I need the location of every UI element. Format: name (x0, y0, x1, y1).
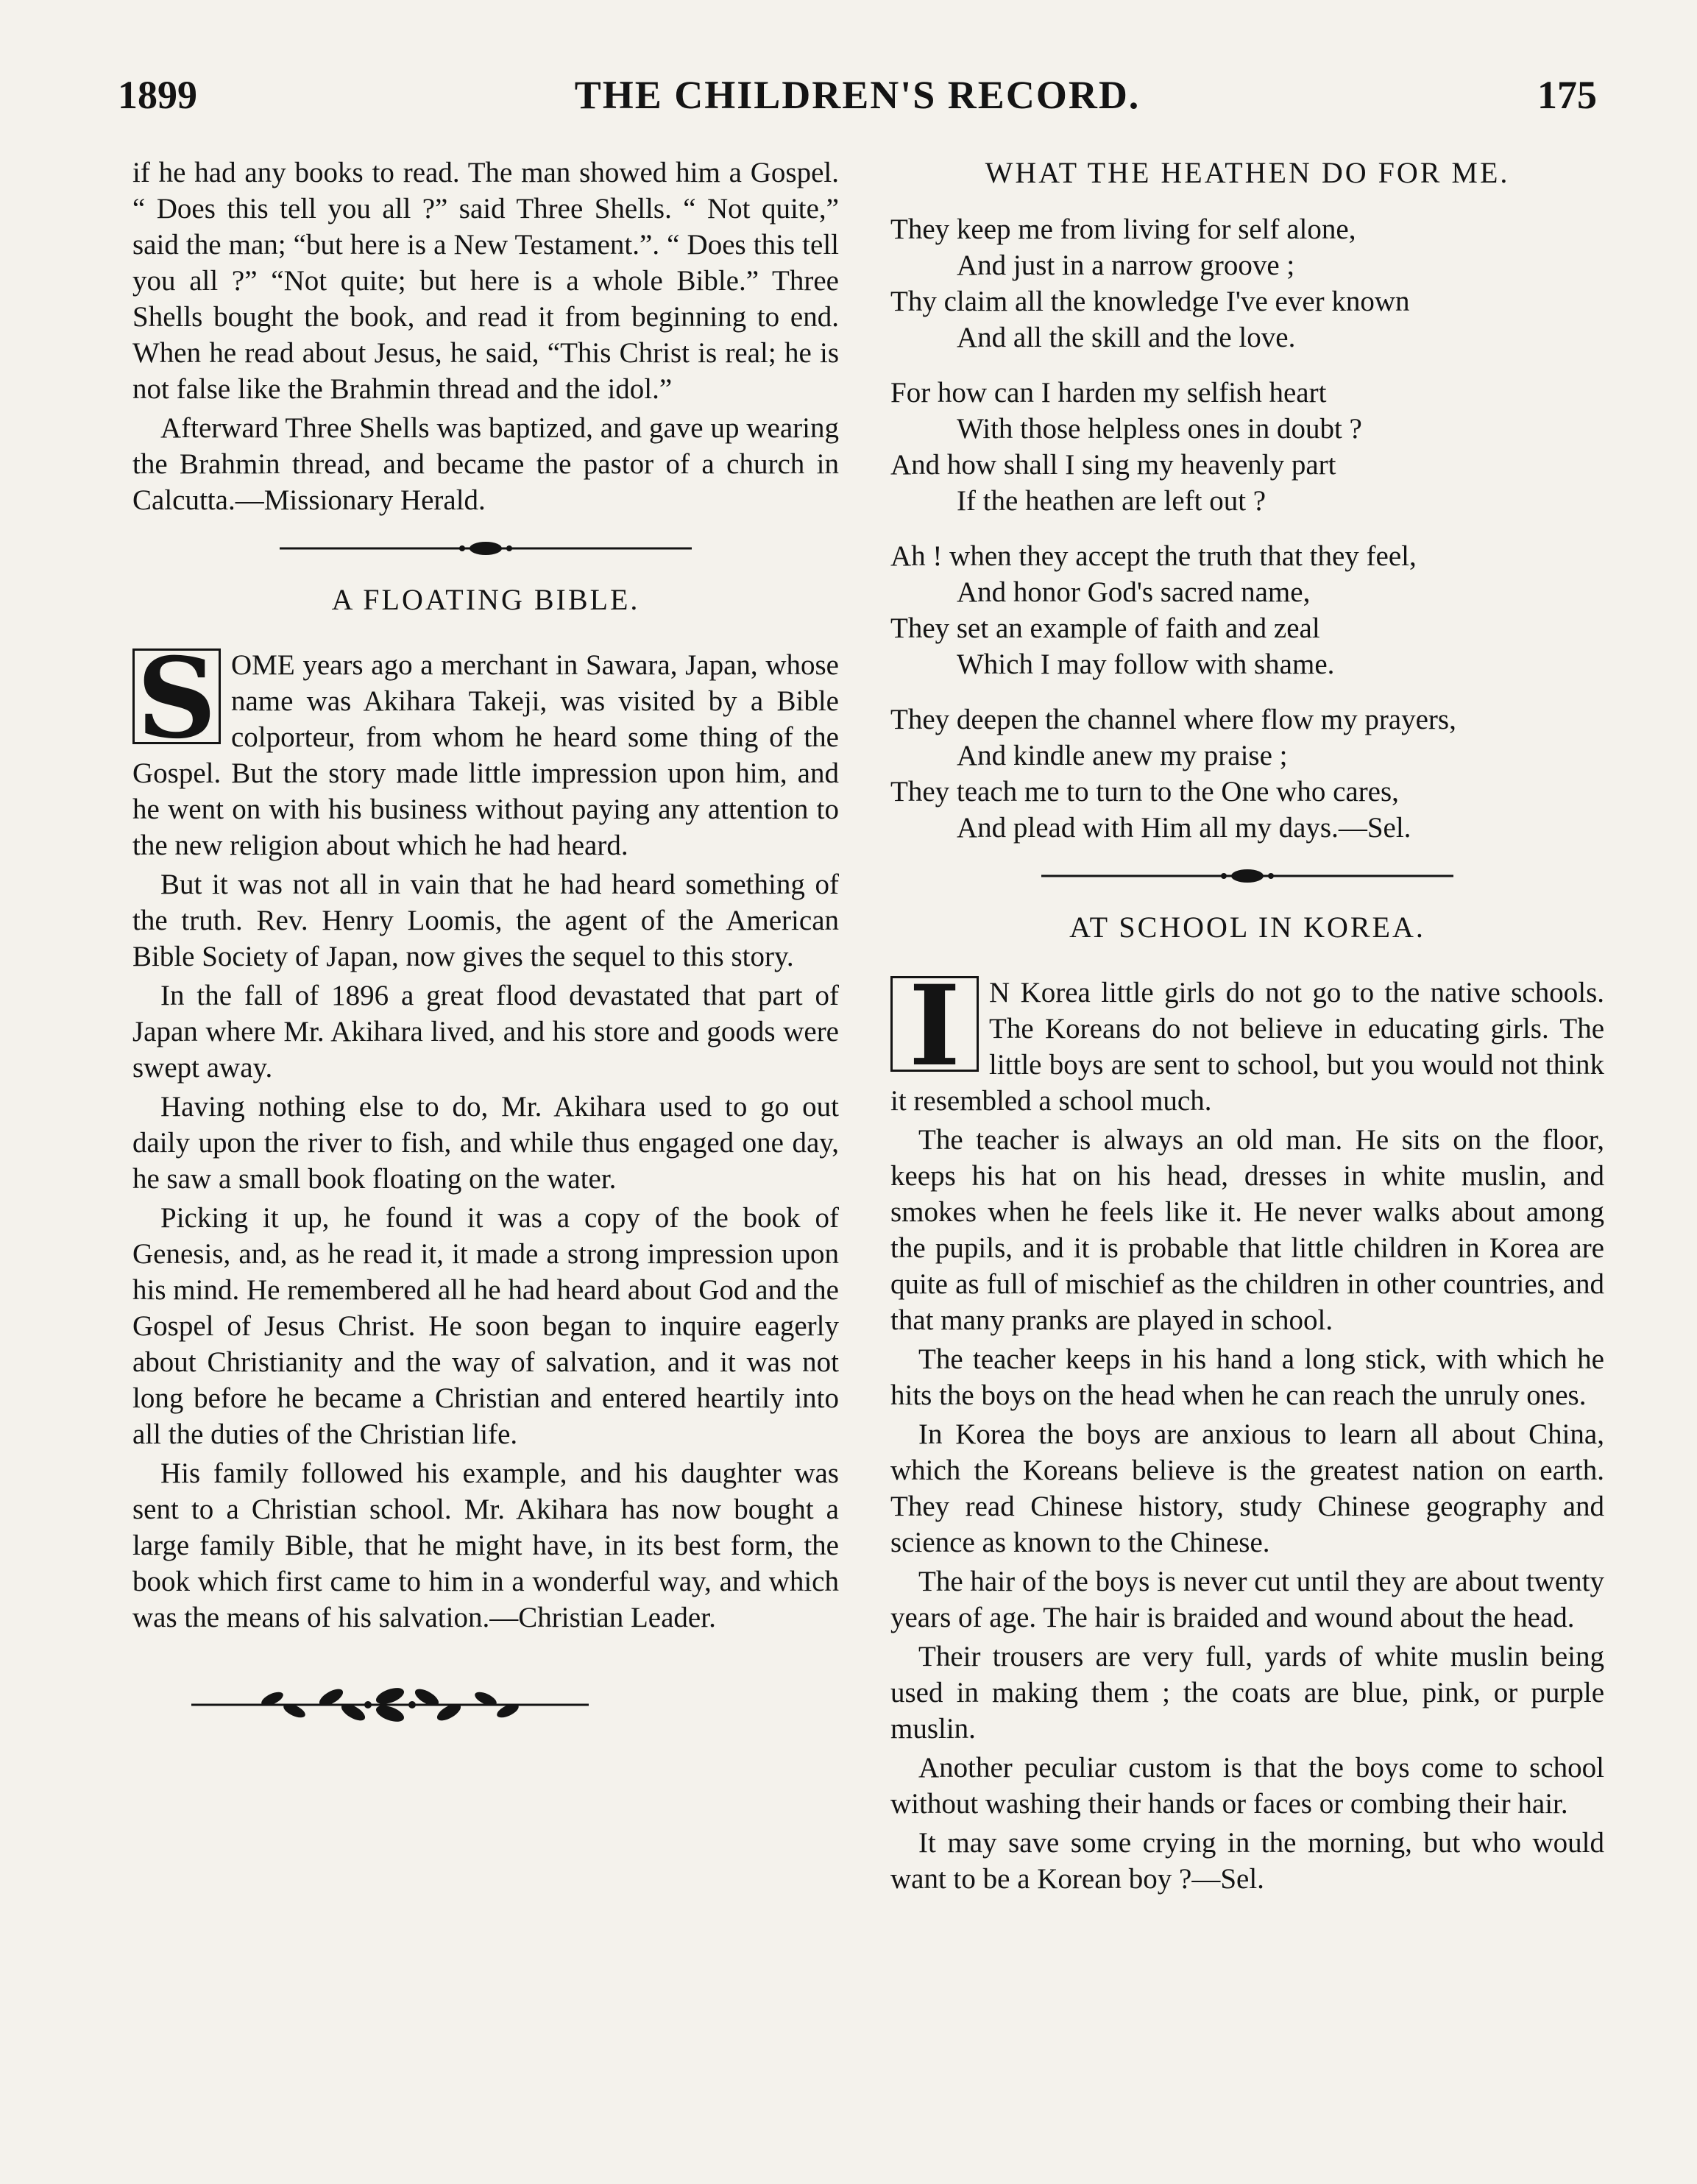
page-header (118, 72, 1597, 131)
poem-line: They set an example of faith and zeal (890, 612, 1320, 644)
header-year: 1899 (118, 73, 197, 117)
drop-cap-letter: I (890, 976, 979, 1072)
intro-paragraph-2: Afterward Three Shells was baptized, and gave up wearing the Brahmin thread, and became the pastor of a church in Calcutta.—Missionary Herald. (132, 412, 839, 516)
poem-line: Thy claim all the knowledge I've ever known (890, 286, 1410, 317)
poem-title: WHAT THE HEATHEN DO FOR ME. (985, 156, 1510, 189)
poem-line: With those helpless ones in doubt ? (957, 413, 1362, 445)
article-paragraph: His family followed his example, and his daughter was sent to a Christian school. Mr. Akihara has now bought a large family Bible, that he might have, in its best form, the book which first came to him in a wonderful way, and which was the means of his salvation.—Christian Leader. (132, 1457, 839, 1633)
article-paragraph: The teacher is always an old man. He sits on the floor, keeps his hat on his head, dresses in white muslin, and smokes when he feels like it. He never walks about among the pupils, and it is probable that little children in Korea are quite as full of mischief as the children in other countries, and that many pranks are played in school. (890, 1124, 1604, 1336)
lead-paragraph: N Korea little girls do not go to the native schools. The Koreans do not believe in educating girls. The little boys are sent to school, but you would not think it resembled a school much. (890, 977, 1604, 1117)
poem-line: Which I may follow with shame. (957, 649, 1335, 680)
intro-paragraph-1: if he had any books to read. The man showed him a Gospel. “ Does this tell you all ?” said Three Shells. “ Not quite,” said the man; “but here is a New Testament.”. “ Does this tell you all ?” “Not quite; but here is a whole Bible.” Three Shells bought the book, and read it from beginning to end. When he read about Jesus, he said, “This Christ is real; he is not false like the Brahmin thread and the idol.” (132, 157, 839, 405)
poem-line: And how shall I sing my heavenly part (890, 449, 1336, 481)
leaf-ornament-icon (184, 1683, 596, 1727)
poem-line: Ah ! when they accept the truth that they feel, (890, 540, 1417, 572)
poem-line: They teach me to turn to the One who cares, (890, 776, 1399, 807)
poem-line: And honor God's sacred name, (957, 576, 1311, 608)
poem-line: They deepen the channel where flow my prayers, (890, 704, 1456, 735)
article-title-floating-bible: A FLOATING BIBLE. (331, 583, 640, 616)
header-title: THE CHILDREN'S RECORD. (574, 73, 1141, 117)
poem-line: For how can I harden my selfish heart (890, 377, 1327, 409)
poem-stanza-3 (890, 538, 1604, 682)
poem-line: And all the skill and the love. (957, 322, 1296, 353)
article-paragraph: Having nothing else to do, Mr. Akihara used to go out daily upon the river to fish, and while thus engaged one day, he saw a small book floating on the water. (132, 1091, 839, 1195)
article-lead-floating-bible (132, 647, 839, 866)
poem-line: They keep me from living for self alone, (890, 213, 1356, 245)
poem-stanza-4 (890, 702, 1604, 846)
poem-line: And plead with Him all my days.—Sel. (957, 812, 1411, 844)
poem-stanza-1 (890, 211, 1604, 356)
article-paragraph: In Korea the boys are anxious to learn all about China, which the Koreans believe is the greatest nation on earth. They read Chinese history, study Chinese geography and science as known to the Chinese. (890, 1418, 1604, 1558)
article-paragraph: It may save some crying in the morning, but who would want to be a Korean boy ?—Sel. (890, 1827, 1604, 1895)
article-title-school-korea: AT SCHOOL IN KOREA. (1069, 911, 1425, 944)
article-paragraph: The hair of the boys is never cut until they are about twenty years of age. The hair is braided and wound about the head. (890, 1566, 1604, 1633)
header-page-number: 175 (1537, 73, 1597, 117)
article-lead-school-korea (890, 975, 1604, 1122)
article-paragraph: Another peculiar custom is that the boys come to school without washing their hands or faces or combing their hair. (890, 1752, 1604, 1820)
article-paragraph: The teacher keeps in his hand a long stick, with which he hits the boys on the head when he can reach the unruly ones. (890, 1343, 1604, 1411)
poem-line: And kindle anew my praise ; (957, 740, 1288, 771)
article-paragraph: Picking it up, he found it was a copy of the book of Genesis, and, as he read it, it made a strong impression upon his mind. He remembered all he had heard about God and the Gospel of Jesus Christ. He soon began to inquire eagerly about Christianity and the way of salvation, and it was not long before he became a Christian and entered heartily into all the duties of the Christian life. (132, 1202, 839, 1450)
article-paragraph: In the fall of 1896 a great flood devastated that part of Japan where Mr. Akihara lived, and his store and goods were swept away. (132, 980, 839, 1084)
poem-line: And just in a narrow groove ; (957, 250, 1295, 281)
poem-line: If the heathen are left out ? (957, 485, 1266, 517)
article-paragraph: Their trousers are very full, yards of white muslin being used in making them ; the coats are blue, pink, or purple muslin. (890, 1641, 1604, 1745)
section-divider (1041, 868, 1453, 884)
section-divider (280, 540, 692, 556)
left-column (132, 155, 839, 1731)
lead-paragraph: OME years ago a merchant in Sawara, Japan, whose name was Akihara Takeji, was visited by a Bible colporteur, from whom he heard some thing of the Gospel. But the story made little impression upon him, and he went on with his business without paying any attention to the new religion about which he had heard. (132, 649, 839, 861)
drop-cap-letter: S (132, 649, 221, 744)
article-paragraph: But it was not all in vain that he had heard something of the truth. Rev. Henry Loomis, the agent of the American Bible Society of Japan, now gives the sequel to this story. (132, 869, 839, 972)
poem-stanza-2 (890, 375, 1604, 519)
right-column (890, 155, 1604, 1900)
